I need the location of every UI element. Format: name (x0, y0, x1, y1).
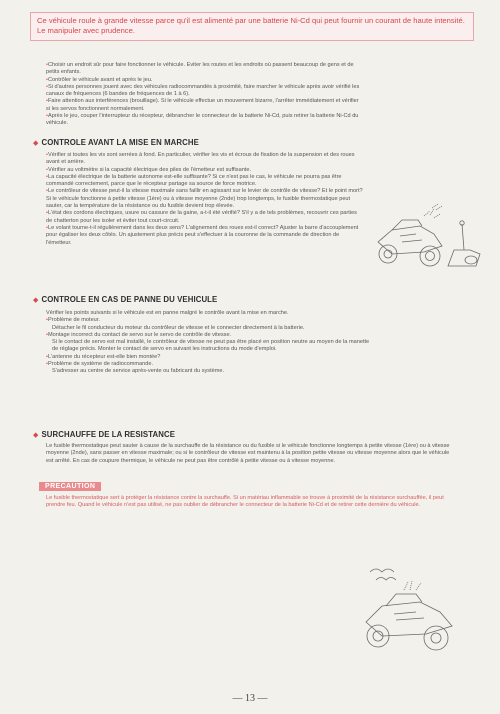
list-item: •L'état des cordons électriques, usure ou cassure de la gaine, a-t-il été vérifié? S'il y a de tels problèmes, recouvrir ces parties de chatterton pour les isoler et éviter tout court-circuit. (46, 210, 357, 224)
warning-text: Ce véhicule roule à grande vitesse parce qu'il est alimenté par une batterie Ni-Cd qui peut fournir un courant de haute intensité. Le manipuler avec prudence. (37, 16, 465, 35)
diamond-bullet-icon: ◆ (33, 140, 39, 147)
overheating-car-illustration (356, 560, 468, 656)
list-item: •Vérifier au voltmètre si la capacité électrique des piles de l'émetteur est suffisante. (46, 166, 252, 173)
list-item: •Le volant tourne-t-il régulièrement dans les deux sens? L'alignement des roues est-il correct? Ajuster la barre d'accouplement pour égaliser les deux côtés. Un ajustement plus précis peut s'effectuer à la couronne de la commande de direction de l'émetteur. (46, 224, 359, 246)
list-item: •Contrôler le véhicule avant et après le jeu. (46, 76, 153, 83)
list-item: •Le contrôleur de vitesse peut-il la vitesse maximale sans faillir en agissant sur le levier de contrôle de vitesse? Et le point mort? Si le véhicule fonctionne à petite vitesse (1ère) ou à vitesse moyenne (2nde) trop longtemps, le fusible thermostatique peut sauter, car la température de la résistance ou du fusible devient trop élevée. (46, 188, 363, 210)
list-item: •Choisir un endroit sûr pour faire fonctionner le véhicule. Eviter les routes et les endroits où passent beaucoup de gens et de petits enfants. (46, 62, 354, 76)
paragraph: Le fusible thermostatique peut sauter à cause de la surchauffe de la résistance ou du fusible si le véhicule fonctionne longtemps à petite vitesse (1ère) ou à vitesse moyenne (2nde), sans passer en vitesse maximale; ou si le contrôleur de vitesse est maintenu à la position petite vitesse ou vitesse moyenne alors que le véhicule est arrêté. En cas de coupure thermique, le véhicule ne peut pas être contrôlé à petite vitesse ou à vitesse moyenne. (46, 443, 450, 464)
section-intro: Vérifier les points suivants si le véhicule est en panne malgré le contrôle avant la mise en marche. (46, 310, 289, 316)
list-item: •Montage incorrect du contact de servo sur le servo de contrôle de vitesse. (46, 331, 232, 338)
list-item: •L'antenne du récepteur est-elle bien montée? (46, 353, 161, 360)
list-item-detail: S'adresser au centre de service après-vente ou fabricant du système. (52, 368, 225, 375)
section3-body (46, 443, 451, 465)
precaution-label: PRECAUTION (39, 482, 101, 491)
list-item: •Faire attention aux interférences (brouillage). Si le véhicule effectue un mouvement bizarre, l'arrêter immédiatement et vérifier si les servos fonctionnent normalement. (46, 98, 359, 112)
page-number: — 13 — (232, 693, 268, 704)
diamond-bullet-icon: ◆ (33, 297, 39, 304)
diamond-bullet-icon: ◆ (33, 432, 39, 439)
section-heading: ◆ SURCHAUFFE DE LA RESISTANCE (33, 430, 176, 439)
list-item-detail: Détacher le fil conducteur du moteur du contrôleur de vitesse et le connecter directement à la batterie. (52, 324, 305, 331)
car-transmitter-illustration (372, 196, 488, 284)
section-heading: ◆ CONTROLE EN CAS DE PANNE DU VEHICULE (33, 295, 218, 304)
list-item: •La capacité électrique de la batterie autonome est-elle suffisante? Si ce n'est pas le cas, le véhicule ne pourra pas être commandé correctement, parce que le récepteur partage sa source de force motrice. (46, 173, 342, 188)
precaution-text: Le fusible thermostatique sert à protéger la résistance contre la surchauffe. Si un matériau inflammable se trouve à proximité de la résistance surchauffée, il peut prendre feu. Quand le véhicule n'est pas utilisé, ne pas oublier de débrancher le connecteur de la batterie Ni-Cd et de retirer cette dernière du véhicule. (46, 495, 444, 509)
section1-bullet-list (46, 152, 364, 247)
list-item: •Vérifier si toutes les vis sont serrées à fond. En particulier, vérifier les vis et écrous de fixation de la suspension et des roues avant et arrière. (46, 152, 355, 166)
list-item-detail: Si le contact de servo est mal installé, le contrôleur de vitesse ne peut pas être placé en position neutre au moyen de la manette de réglage précis. Monter le contact de servo en suivant les instructions du mode d'emploi. (52, 339, 370, 353)
section2-list (46, 310, 376, 376)
list-item: •Problème de moteur. (46, 317, 100, 324)
list-item: •Après le jeu, couper l'interrupteur du récepteur, débrancher le connecteur de la batterie Ni-Cd, puis retirer la batterie Ni-Cd du véhicule. (46, 113, 359, 127)
list-item: •Problème de système de radiocommande. (46, 361, 154, 368)
intro-bullet-list (46, 62, 361, 128)
section-heading: ◆ CONTROLE AVANT LA MISE EN MARCHE (33, 138, 199, 147)
list-item: •Si d'autres personnes jouent avec des véhicules radiocommandés à proximité, faire marcher le véhicule après avoir vérifié les canaux de fréquences (6 bandes de fréquences de 1 à 6). (46, 83, 360, 98)
warning-box (30, 12, 474, 41)
